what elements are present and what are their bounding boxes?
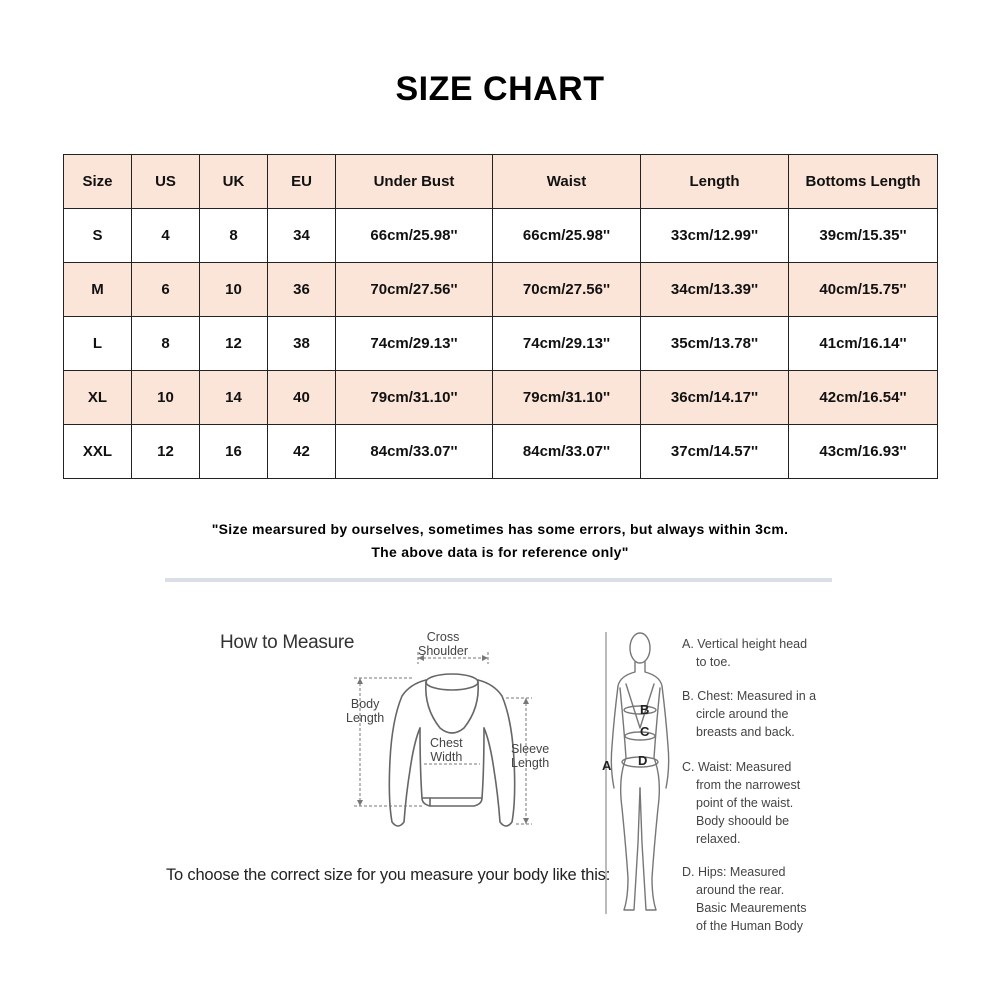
- legend-d: [682, 863, 806, 935]
- how-to-measure-heading: How to Measure: [220, 632, 355, 653]
- figure-letter-c: C: [640, 724, 650, 739]
- table-header-row: [64, 155, 938, 209]
- table-row: [64, 209, 938, 263]
- table-row: [64, 317, 938, 371]
- figure-letter-b: B: [640, 702, 650, 717]
- table-cell: XXL: [64, 425, 132, 479]
- table-row: [64, 371, 938, 425]
- legend-text: Body shoould be: [696, 814, 790, 828]
- header-size: Size: [64, 155, 132, 209]
- legend-text: relaxed.: [696, 832, 741, 846]
- table-cell: 12: [200, 317, 268, 371]
- table-cell: 79cm/31.10'': [336, 371, 493, 425]
- table-cell: 8: [200, 209, 268, 263]
- legend-text: point of the waist.: [696, 796, 794, 810]
- table-cell: M: [64, 263, 132, 317]
- table-cell: L: [64, 317, 132, 371]
- legend-c: [682, 758, 800, 848]
- note-line-1: "Size mearsured by ourselves, sometimes has some errors, but always within 3cm.: [211, 521, 789, 537]
- table-cell: 38: [268, 317, 336, 371]
- legend-a: [682, 635, 807, 671]
- legend-text: circle around the: [696, 707, 789, 721]
- sleeve-length-label: Sleeve Length: [511, 742, 550, 770]
- choose-size-instruction: To choose the correct size for you measure your body like this:: [166, 866, 611, 884]
- table-cell: 14: [200, 371, 268, 425]
- table-cell: 10: [132, 371, 200, 425]
- human-body-figure-icon: [598, 628, 678, 923]
- header-us: US: [132, 155, 200, 209]
- table-cell: 70cm/27.56'': [336, 263, 493, 317]
- table-cell: 34cm/13.39'': [641, 263, 789, 317]
- table-cell: 12: [132, 425, 200, 479]
- table-cell: 79cm/31.10'': [493, 371, 641, 425]
- table-cell: 74cm/29.13'': [336, 317, 493, 371]
- table-cell: 66cm/25.98'': [336, 209, 493, 263]
- table-cell: 42cm/16.54'': [789, 371, 938, 425]
- table-cell: 36cm/14.17'': [641, 371, 789, 425]
- table-cell: 33cm/12.99'': [641, 209, 789, 263]
- note-line-2: The above data is for reference only": [371, 544, 629, 560]
- legend-text: from the narrowest: [696, 778, 801, 792]
- legend-text: to toe.: [696, 655, 731, 669]
- legend-text: around the rear.: [696, 883, 785, 897]
- table-cell: 16: [200, 425, 268, 479]
- table-cell: 8: [132, 317, 200, 371]
- legend-text: B. Chest: Measured in a: [682, 689, 817, 703]
- legend-text: breasts and back.: [696, 725, 795, 739]
- table-cell: 4: [132, 209, 200, 263]
- table-cell: 84cm/33.07'': [336, 425, 493, 479]
- table-cell: 34: [268, 209, 336, 263]
- chest-width-label: Chest Width: [430, 736, 463, 764]
- table-cell: 35cm/13.78'': [641, 317, 789, 371]
- table-cell: 40cm/15.75'': [789, 263, 938, 317]
- header-length: Length: [641, 155, 789, 209]
- table-cell: 42: [268, 425, 336, 479]
- figure-letter-d: D: [638, 753, 648, 768]
- size-table: [63, 154, 938, 479]
- header-under-bust: Under Bust: [336, 155, 493, 209]
- table-cell: 40: [268, 371, 336, 425]
- table-row: [64, 263, 938, 317]
- header-waist: Waist: [493, 155, 641, 209]
- table-cell: 74cm/29.13'': [493, 317, 641, 371]
- section-divider: [165, 578, 832, 582]
- table-cell: XL: [64, 371, 132, 425]
- legend-text: A. Vertical height head: [682, 637, 808, 651]
- figure-letter-a: A: [602, 758, 612, 773]
- header-uk: UK: [200, 155, 268, 209]
- legend-text: D. Hips: Measured: [682, 865, 786, 879]
- table-cell: S: [64, 209, 132, 263]
- table-cell: 41cm/16.14'': [789, 317, 938, 371]
- table-cell: 70cm/27.56'': [493, 263, 641, 317]
- disclaimer-note: [0, 518, 1000, 564]
- legend-text: of the Human Body: [696, 919, 804, 933]
- body-length-label: Body Length: [346, 697, 385, 725]
- header-bottoms-length: Bottoms Length: [789, 155, 938, 209]
- legend-text: Basic Meaurements: [696, 901, 807, 915]
- table-row: [64, 425, 938, 479]
- table-cell: 43cm/16.93'': [789, 425, 938, 479]
- header-eu: EU: [268, 155, 336, 209]
- page-title: SIZE CHART: [395, 70, 605, 108]
- table-cell: 66cm/25.98'': [493, 209, 641, 263]
- table-cell: 39cm/15.35'': [789, 209, 938, 263]
- cross-shoulder-label: Cross Shoulder: [418, 630, 469, 658]
- table-cell: 10: [200, 263, 268, 317]
- table-cell: 36: [268, 263, 336, 317]
- legend-b: [682, 687, 816, 741]
- table-cell: 84cm/33.07'': [493, 425, 641, 479]
- table-cell: 6: [132, 263, 200, 317]
- legend-text: C. Waist: Measured: [682, 760, 792, 774]
- table-cell: 37cm/14.57'': [641, 425, 789, 479]
